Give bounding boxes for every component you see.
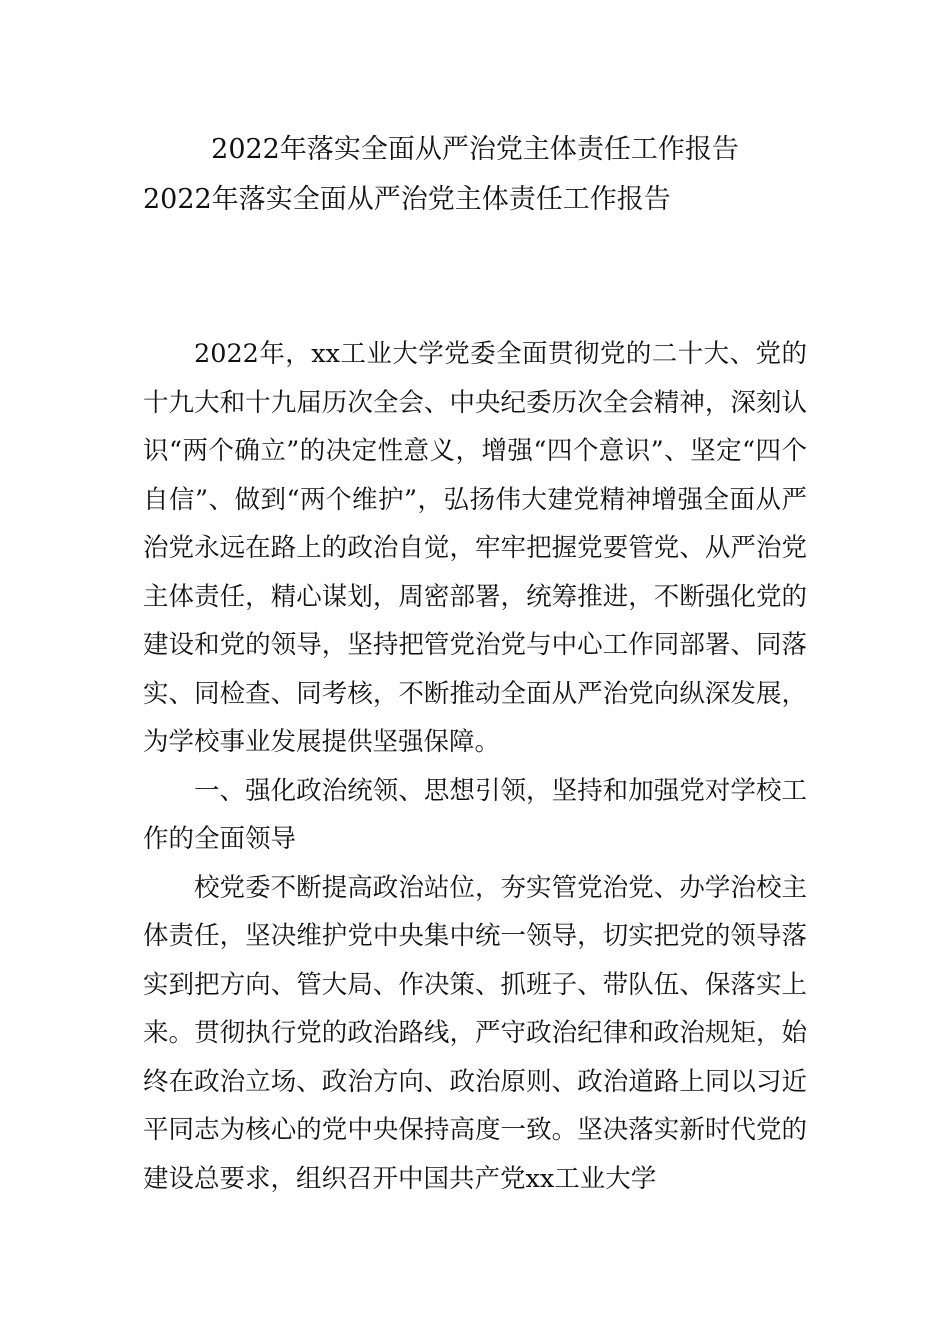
document-body <box>143 330 807 1203</box>
section-heading-1: 一、强化政治统领、思想引领，坚持和加强党对学校工作的全面领导 <box>143 775 807 854</box>
document-subtitle: 2022年落实全面从严治党主体责任工作报告 <box>143 184 671 215</box>
paragraph-section-1: 校党委不断提高政治站位，夯实管党治党、办学治校主体责任，坚决维护党中央集中统一领导，切实把党的领导落实到把方向、管大局、作决策、抓班子、带队伍、保落实上来。贯彻执行党的政治路线，严守政治纪律和政治规矩，始终在政治立场、政治方向、政治原则、政治道路上同以习近平同志为核心的党中央保持高度一致。坚决落实新时代党的建设总要求，组织召开中国共产党xx工业大学 <box>143 872 807 1194</box>
document-title: 2022年落实全面从严治党主体责任工作报告 <box>211 134 739 165</box>
paragraph-intro: 2022年，xx工业大学党委全面贯彻党的二十大、党的十九大和十九届历次全会、中央纪委历次全会精神，深刻认识“两个确立”的决定性意义，增强“四个意识”、坚定“四个自信”、做到“两个维护”，弘扬伟大建党精神增强全面从严治党永远在路上的政治自觉，牢牢把握党要管党、从严治党主体责任，精心谋划，周密部署，统筹推进，不断强化党的建设和党的领导，坚持把管党治党与中心工作同部署、同落实、同检查、同考核，不断推动全面从严治党向纵深发展，为学校事业发展提供坚强保障。 <box>143 339 807 757</box>
